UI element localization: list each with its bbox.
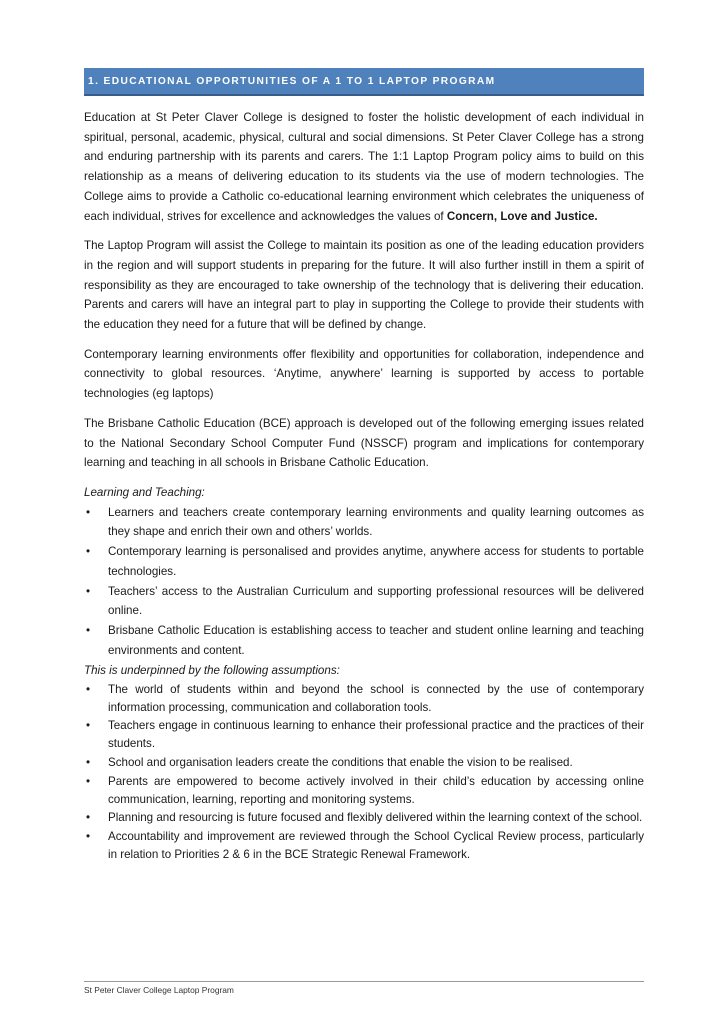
- list-item: [84, 809, 644, 827]
- list-item-text: Teachers’ access to the Australian Curriculum and supporting professional resources will be delivered online.: [108, 584, 644, 618]
- document-body: [84, 108, 644, 864]
- bullet-icon: •: [86, 755, 91, 769]
- list-item-text: Teachers engage in continuous learning to enhance their professional practice and the practices of their students.: [108, 719, 644, 751]
- list-item-text: Learners and teachers create contemporary learning environments and quality learning outcomes as they shape and enrich their own and others’ worlds.: [108, 505, 644, 538]
- bullet-icon: •: [86, 682, 91, 696]
- footer-divider: [84, 981, 644, 982]
- list-item-text: The world of students within and beyond the school is connected by the use of contemporary information processing, communication and collaboration tools.: [108, 682, 644, 714]
- bullet-icon: •: [86, 719, 91, 733]
- list-item: [84, 621, 644, 660]
- page-content: [84, 68, 644, 865]
- paragraph-laptop-program: The Laptop Program will assist the College to maintain its position as one of the leading education providers in the region and will support students in preparing for the future. It will also further instill in them a spirit of responsibility as they are encouraged to take ownership of the technology that is delivering their education. Parents and carers will have an integral part to play in supporting the College to provide their students with the education they need for a future that will be defined by change.: [84, 239, 644, 332]
- paragraph-intro-text: Education at St Peter Claver College is designed to foster the holistic development of each individual in spiritual, personal, academic, physical, cultural and social dimensions. St Peter Claver College has a strong and enduring partnership with its parents and carers. The 1:1 Laptop Program policy aims to build on this relationship as a means of delivering education to its students via the use of modern technologies. The College aims to provide a Catholic co-educational learning environment which celebrates the uniqueness of each individual, strives for excellence and acknowledges the values of: [84, 111, 644, 223]
- list-item-text: Contemporary learning is personalised and provides anytime, anywhere access for students to portable technologies.: [108, 545, 644, 578]
- list-item-text: School and organisation leaders create the conditions that enable the vision to be realised.: [108, 755, 573, 769]
- section-heading: 1. EDUCATIONAL OPPORTUNITIES OF A 1 TO 1 LAPTOP PROGRAM: [88, 75, 496, 87]
- paragraph-bce-approach: The Brisbane Catholic Education (BCE) approach is developed out of the following emerging issues related to the National Secondary School Computer Fund (NSSCF) program and implications for contemporary learning and teaching in all schools in Brisbane Catholic Education.: [84, 416, 644, 470]
- bullet-icon: •: [86, 624, 91, 638]
- list-item-text: Planning and resourcing is future focused and flexibly delivered within the learning context of the school.: [108, 811, 643, 825]
- paragraph-intro: [84, 108, 644, 226]
- list-item-text: Brisbane Catholic Education is establishing access to teacher and student online learning and teaching environments and content.: [108, 624, 644, 657]
- list-item: [84, 503, 644, 542]
- assumptions-heading: This is underpinned by the following assumptions:: [84, 664, 340, 678]
- list-item: [84, 582, 644, 621]
- list-item: [84, 542, 644, 581]
- values-bold-text: Concern, Love and Justice.: [446, 209, 598, 223]
- list-item: [84, 828, 644, 864]
- bullet-icon: •: [86, 830, 91, 844]
- bullet-icon: •: [86, 811, 91, 825]
- bullet-icon: •: [86, 505, 91, 519]
- bullet-icon: •: [86, 774, 91, 788]
- list-item: [84, 773, 644, 809]
- section-heading-banner: [84, 68, 644, 96]
- list-item: [84, 717, 644, 753]
- paragraph-contemporary-learning: Contemporary learning environments offer flexibility and opportunities for collaboration, independence and connectivity to global resources. ‘Anytime, anywhere’ learning is supported by access to portable technologies (eg laptops): [84, 347, 644, 401]
- list-item-text: Parents are empowered to become actively involved in their child’s education by accessing online communication, learning, reporting and monitoring systems.: [108, 774, 644, 806]
- learning-teaching-list: [84, 503, 644, 660]
- list-item: [84, 681, 644, 717]
- bullet-icon: •: [86, 545, 91, 559]
- list-item: [84, 754, 644, 772]
- page-footer: St Peter Claver College Laptop Program: [84, 985, 234, 995]
- learning-teaching-heading: Learning and Teaching:: [84, 485, 205, 499]
- assumptions-list: [84, 681, 644, 864]
- list-item-text: Accountability and improvement are reviewed through the School Cyclical Review process, particularly in relation to Priorities 2 & 6 in the BCE Strategic Renewal Framework.: [108, 830, 644, 861]
- bullet-icon: •: [86, 584, 91, 598]
